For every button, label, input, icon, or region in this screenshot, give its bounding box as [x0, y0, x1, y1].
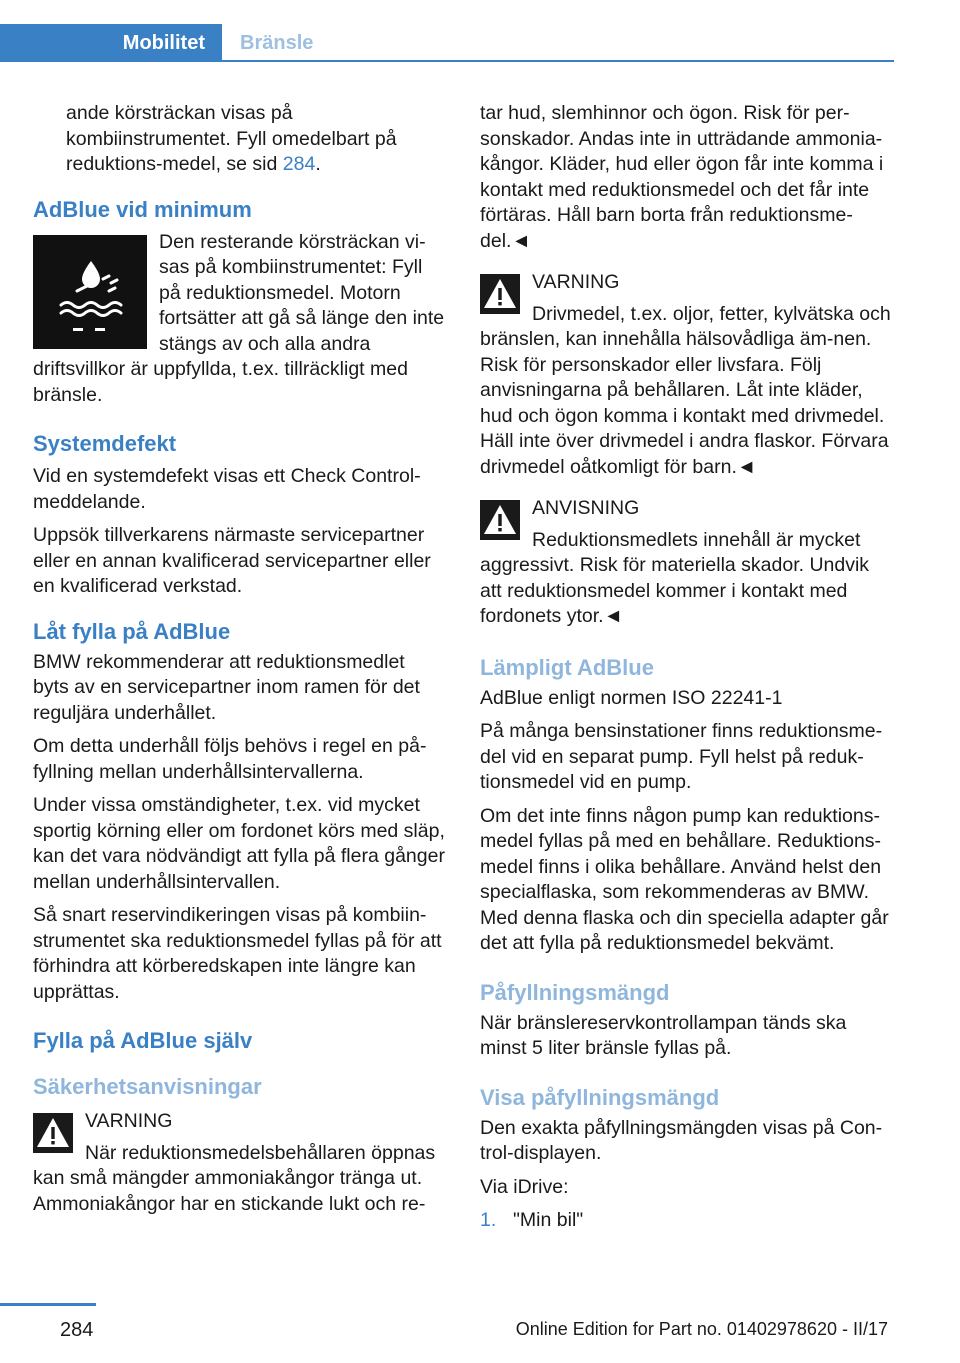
lampligt-p1: AdBlue enligt normen ISO 22241‑1	[480, 686, 783, 709]
lat-fylla-p2: Om detta underhåll följs behövs i regel en på-fyllning mellan underhållsintervallerna.	[33, 735, 427, 783]
intro-paragraph: ande körsträckan visas på kombiinstrumentet. Fyll omedelbart på reduktions-medel, se sid 284.	[66, 102, 397, 175]
lampligt-p3: Om det inte finns någon pump kan reduktions-medel fyllas på med en behållare. Reduktions-medel finns i olika behållare. Använd helst den specialflaska, som rekommenderas av BMW. Med denna flaska och din speciella adapter går det att fylla på reduktionsmedel bekvämt.	[480, 804, 889, 954]
edition-text: Online Edition for Part no. 01402978620 - II/17	[515, 1319, 888, 1339]
header-tabbar	[0, 24, 894, 62]
warning-triangle-icon	[480, 274, 520, 314]
page-link[interactable]: 284	[282, 153, 316, 175]
systemdefekt-p2: Uppsök tillverkarens närmaste servicepartner eller en annan kvalificerad servicepartner eller en kvalificerad verkstad.	[33, 524, 431, 597]
list-number: 1.	[480, 1209, 497, 1231]
right-column	[480, 101, 894, 1234]
header-rule	[0, 60, 894, 62]
continued-text: tar hud, slemhinnor och ögon. Risk för per-sonskador. Andas inte in utträdande ammonia-kångor. Kläder, hud eller ögon får inte komma i kontakt med reduktionsmedel och det får inte förtäras. Håll barn borta från reduktionsme-del.◄	[480, 102, 884, 252]
heading-fylla-sjalv: Fylla på AdBlue själv	[33, 1028, 253, 1053]
lampligt-p2: På många bensinstationer finns reduktionsme-del vid en separat pump. Fyll helst på reduk-tionsmedel vid en pump.	[480, 720, 883, 793]
heading-systemdefekt: Systemdefekt	[33, 431, 177, 456]
notice-text: Reduktionsmedlets innehåll är mycket aggressivt. Risk för materiella skador. Undvik att reduktionsmedel kommer i kontakt med fordonets ytor.◄	[480, 528, 870, 627]
heading-pafyllningsmangd: Påfyllningsmängd	[480, 979, 670, 1005]
adblue-minimum-block	[33, 230, 445, 409]
visa-p2: Via iDrive:	[480, 1175, 569, 1198]
heading-adblue-minimum: AdBlue vid minimum	[33, 196, 252, 222]
page-number: 284	[60, 1319, 94, 1341]
visa-p1: Den exakta påfyllningsmängden visas på Con-trol-displayen.	[480, 1116, 883, 1164]
lat-fylla-p4: Så snart reservindikeringen visas på kombiin-strumentet ska reduktionsmedel fyllas på för att förhindra att körberedskapen inte längre kan upprättas.	[33, 904, 442, 1003]
tab-bransle[interactable]: Bränsle	[240, 31, 314, 54]
warning-label: VARNING	[532, 271, 620, 293]
heading-lampligt-adblue: Lämpligt AdBlue	[480, 654, 654, 680]
warning-text: Drivmedel, t.ex. oljor, fetter, kylvätska och bränslen, kan innehålla hälsovådliga äm-nen. Risk för personskador eller livsfara. Följ anvisningarna på behållaren. Låt inte kläder, hud och ögon komma i kontakt med drivmedel. Häll inte över drivmedel i andra flaskor. Förvara drivmedel oåtkomligt för barn.◄	[480, 302, 891, 478]
warning-label: VARNING	[85, 1110, 173, 1132]
notice-triangle-icon	[480, 500, 520, 540]
adblue-warning-lamp-figure	[33, 235, 147, 349]
warning-triangle-icon	[33, 1113, 73, 1153]
list-item	[480, 1208, 894, 1234]
notice-block	[480, 496, 894, 630]
warning-block-2	[480, 270, 894, 480]
pafyllning-p1: När bränslereservkontrollampan tänds ska minst 5 liter bränsle fyllas på.	[480, 1011, 847, 1059]
warning-block-1	[33, 1109, 445, 1217]
lat-fylla-p1: BMW rekommenderar att reduktionsmedlet byts av en servicepartner inom ramen för det reguljära underhållet.	[33, 650, 420, 724]
footer-rule	[0, 1303, 96, 1306]
page-footer	[0, 1303, 960, 1363]
adblue-minimum-text: Den resterande körsträckan vi-sas på kombiinstrumentet: Fyll på reduktionsmedel. Motorn fortsätter att gå så länge den inte stängs av och alla andra driftsvillkor är uppfyllda, t.ex. tillräckligt med bränsle.	[33, 230, 445, 406]
heading-visa-pafyllningsmangd: Visa påfyllningsmängd	[480, 1084, 720, 1110]
notice-label: ANVISNING	[532, 497, 640, 519]
warning-text: När reduktionsmedelsbehållaren öppnas kan små mängder ammoniakångor tränga ut. Ammoniakångor har en stickande lukt och re-	[33, 1141, 436, 1215]
adblue-lamp-icon	[33, 235, 147, 349]
lat-fylla-p3: Under vissa omständigheter, t.ex. vid mycket sportig körning eller om fordonet körs med släp, kan det vara nödvändigt att fylla på flera gånger mellan underhållsintervallen.	[33, 794, 445, 893]
list-text: "Min bil"	[513, 1209, 584, 1231]
systemdefekt-p1: Vid en systemdefekt visas ett Check Control-meddelande.	[33, 465, 421, 513]
heading-lat-fylla: Låt fylla på AdBlue	[33, 618, 231, 644]
tab-mobilitet[interactable]: Mobilitet	[0, 24, 222, 62]
left-column	[33, 101, 445, 1217]
heading-sakerhetsanvisningar: Säkerhetsanvisningar	[33, 1074, 262, 1099]
